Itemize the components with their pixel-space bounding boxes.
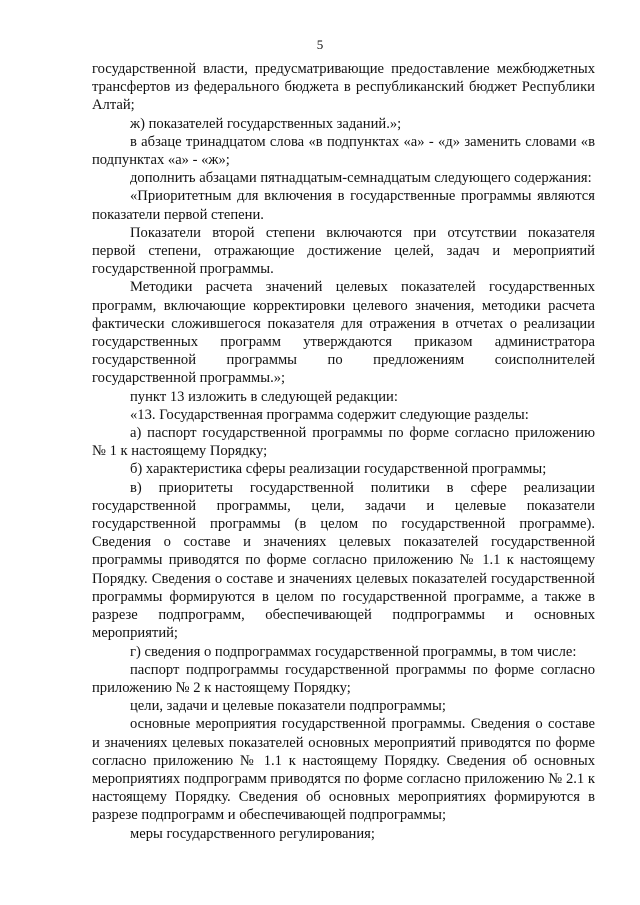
document-paragraph: Методики расчета значений целевых показателей государственных программ, включающие корректировки целевого значения, методики расчета фактически сложившегося показателя для отражения в отчетах о реализации государственных программ утверждаются приказом администратора государственной программы по предложениям соисполнителей государственной программы.»; xyxy=(92,279,595,387)
document-paragraph: государственной власти, предусматривающие предоставление межбюджетных трансфертов из федерального бюджета в республиканский бюджет Республики Алтай; xyxy=(92,61,595,114)
document-paragraph: в абзаце тринадцатом слова «в подпунктах «а» - «д» заменить словами «в подпунктах «а» - «ж»; xyxy=(92,133,595,169)
document-paragraph: пункт 13 изложить в следующей редакции: xyxy=(130,388,398,405)
document-paragraph: Показатели второй степени включаются при отсутствии показателя первой степени, отражающие достижение целей, задач и мероприятий государственной программы. xyxy=(92,224,595,278)
document-paragraph: ж) показателей государственных заданий.»; xyxy=(130,115,402,132)
document-paragraph: дополнить абзацами пятнадцатым-семнадцатым следующего содержания: xyxy=(130,170,592,187)
document-paragraph: а) паспорт государственной программы по форме согласно приложению № 1 к настоящему Порядку; xyxy=(92,425,595,460)
document-paragraph: г) сведения о подпрограммах государственной программы, в том числе: xyxy=(130,643,577,660)
document-paragraph: «Приоритетным для включения в государственные программы являются показатели первой степени. xyxy=(92,188,595,223)
document-paragraph: основные мероприятия государственной программы. Сведения о составе и значениях целевых показателей основных мероприятий приводятся по форме согласно приложению № 1.1 к настоящему Порядку. Сведения об основных мероприятиях подпрограмм приводятся по форме согласно приложению № 2.1 к настоящему Порядку. Сведения об основных мероприятиях формируются в разрезе подпрограмм и обеспечивающей подпрограммы; xyxy=(92,716,595,824)
document-paragraph: цели, задачи и целевые показатели подпрограммы; xyxy=(130,698,446,715)
document-paragraph: б) характеристика сферы реализации государственной программы; xyxy=(130,461,547,478)
document-body xyxy=(92,60,595,843)
page-number: 5 xyxy=(316,37,324,52)
document-paragraph: «13. Государственная программа содержит следующие разделы: xyxy=(130,406,529,423)
document-paragraph: паспорт подпрограммы государственной программы по форме согласно приложению № 2 к настоящему Порядку; xyxy=(92,661,595,696)
document-paragraph: меры государственного регулирования; xyxy=(130,825,375,842)
document-paragraph: в) приоритеты государственной политики в сфере реализации государственной программы, цели, задачи и целевые показатели государственной программы (в целом по государственной программе). Сведения о составе и значениях целевых показателей государственной программы приводятся по форме согласно приложению № 1.1 к настоящему Порядку. Сведения о составе и значениях целевых показателей государственной программы формируются в целом по государственной программе, а также в разрезе подпрограмм, обеспечивающей подпрограммы и основных мероприятий; xyxy=(92,479,595,642)
